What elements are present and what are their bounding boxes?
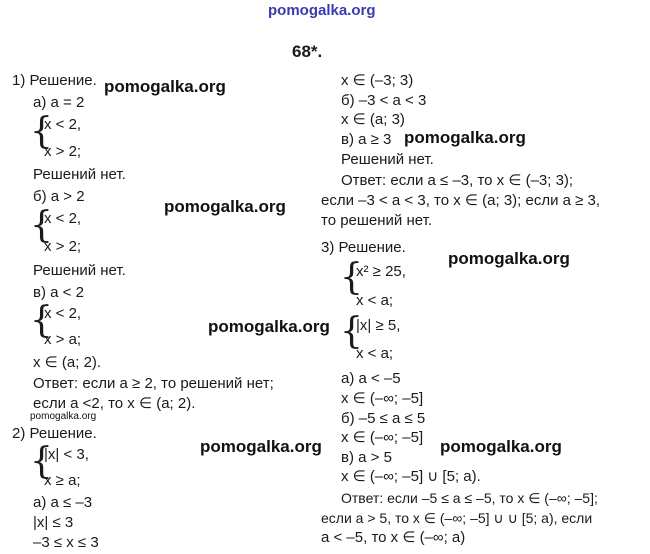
right-line: если –3 < a < 3, то x ∈ (a; 3); если a ≥ 3, [321, 192, 601, 209]
left-line: x > a; [44, 331, 82, 348]
header-watermark: pomogalka.org [268, 2, 376, 19]
system-brace: { [30, 111, 53, 152]
right-line: a < –5, то x ∈ (–∞; a) [321, 529, 466, 546]
left-line: в) a < 2 [33, 284, 84, 301]
right-line: x < a; [356, 292, 394, 309]
left-line: б) a > 2 [33, 188, 85, 205]
system-brace: { [340, 311, 363, 352]
left-line: x > 2; [44, 238, 82, 255]
left-line: x > 2; [44, 143, 82, 160]
right-line: 3) Решение. [321, 239, 406, 256]
problem-number: 68*. [292, 42, 323, 61]
right-line: x < a; [356, 345, 394, 362]
left-line: Ответ: если a ≥ 2, то решений нет; [33, 375, 274, 392]
watermark: pomogalka.org [104, 77, 226, 96]
left-line: а) a = 2 [33, 94, 85, 111]
right-line: Ответ: если –5 ≤ a ≤ –5, то x ∈ (–∞; –5]; [341, 490, 598, 506]
right-line: |x| ≥ 5, [356, 317, 401, 334]
watermark: pomogalka.org [200, 437, 322, 456]
right-line: то решений нет. [321, 212, 432, 229]
right-line: б) –5 ≤ a ≤ 5 [341, 410, 426, 427]
left-line: –3 ≤ x ≤ 3 [33, 534, 99, 551]
left-line: x < 2, [44, 210, 82, 227]
left-line: x < 2, [44, 116, 82, 133]
right-line: x ∈ (–∞; –5] [341, 390, 424, 407]
watermark: pomogalka.org [448, 249, 570, 268]
right-line: x² ≥ 25, [356, 263, 406, 280]
watermark: pomogalka.org [440, 437, 562, 456]
right-line: в) a > 5 [341, 449, 392, 466]
left-line: а) a ≤ –3 [33, 494, 93, 511]
right-line: x ∈ (–∞; –5] [341, 429, 424, 446]
left-line: |x| < 3, [44, 446, 89, 463]
left-line: x ≥ a; [44, 472, 81, 489]
right-line: x ∈ (a; 3) [341, 111, 405, 128]
right-line: а) a < –5 [341, 370, 401, 387]
watermark: pomogalka.org [164, 197, 286, 216]
right-line: б) –3 < a < 3 [341, 92, 427, 109]
small-watermark: pomogalka.org [30, 411, 97, 422]
left-line: если a <2, то x ∈ (a; 2). [33, 395, 196, 412]
left-line: 1) Решение. [12, 72, 97, 89]
right-line: в) a ≥ 3 [341, 131, 392, 148]
left-line: x < 2, [44, 305, 82, 322]
left-line: Решений нет. [33, 262, 126, 279]
system-brace: { [30, 205, 53, 246]
system-brace: { [30, 300, 53, 341]
left-line: |x| ≤ 3 [33, 514, 74, 531]
left-line: Решений нет. [33, 166, 126, 183]
left-line: x ∈ (a; 2). [33, 354, 102, 371]
system-brace: { [30, 441, 53, 482]
left-line: 2) Решение. [12, 425, 97, 442]
right-line: Ответ: если a ≤ –3, то x ∈ (–3; 3); [341, 172, 574, 189]
right-line: x ∈ (–∞; –5] ∪ [5; a). [341, 468, 481, 485]
right-line: если a > 5, то x ∈ (–∞; –5] ∪ ∪ [5; a), если [321, 510, 593, 526]
right-line: x ∈ (–3; 3) [341, 72, 414, 89]
right-line: Решений нет. [341, 151, 434, 168]
watermark: pomogalka.org [404, 128, 526, 147]
system-brace: { [340, 257, 363, 298]
watermark: pomogalka.org [208, 317, 330, 336]
